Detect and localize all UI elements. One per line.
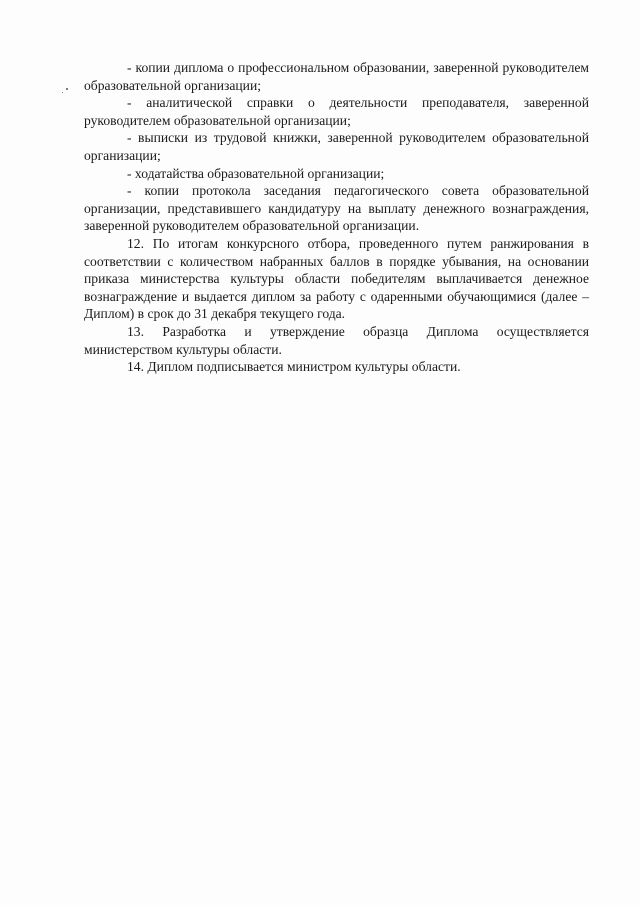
document-body	[84, 59, 589, 376]
list-item-diploma-copy: - копии диплома о профессиональном образовании, заверенной руководителем образовательной организации;	[84, 60, 589, 93]
list-item-council-protocol: - копии протокола заседания педагогического совета образовательной организации, представившего кандидатуру на выплату денежного вознаграждения, заверенной руководителем образовательной организации.	[84, 183, 589, 234]
clause-12: 12. По итогам конкурсного отбора, проведенного путем ранжирования в соответствии с количеством набранных баллов в порядке убывания, на основании приказа министерства культуры области победителям выплачивается денежное вознаграждение и выдается диплом за работу с одаренными обучающимися (далее – Диплом) в срок до 31 декабря текущего года.	[84, 235, 589, 322]
list-item-petition: - ходатайства образовательной организации;	[127, 165, 385, 181]
scan-speck	[62, 92, 63, 93]
list-item-analytical-note: - аналитической справки о деятельности преподавателя, заверенной руководителем образовательной организации;	[84, 95, 589, 128]
clause-14: 14. Диплом подписывается министром культуры области.	[127, 359, 461, 375]
clause-13: 13. Разработка и утверждение образца Диплома осуществляется министерством культуры области.	[84, 323, 589, 357]
list-item-employment-record: - выписки из трудовой книжки, заверенной руководителем образовательной организации;	[84, 130, 589, 163]
scan-speck	[66, 88, 68, 90]
